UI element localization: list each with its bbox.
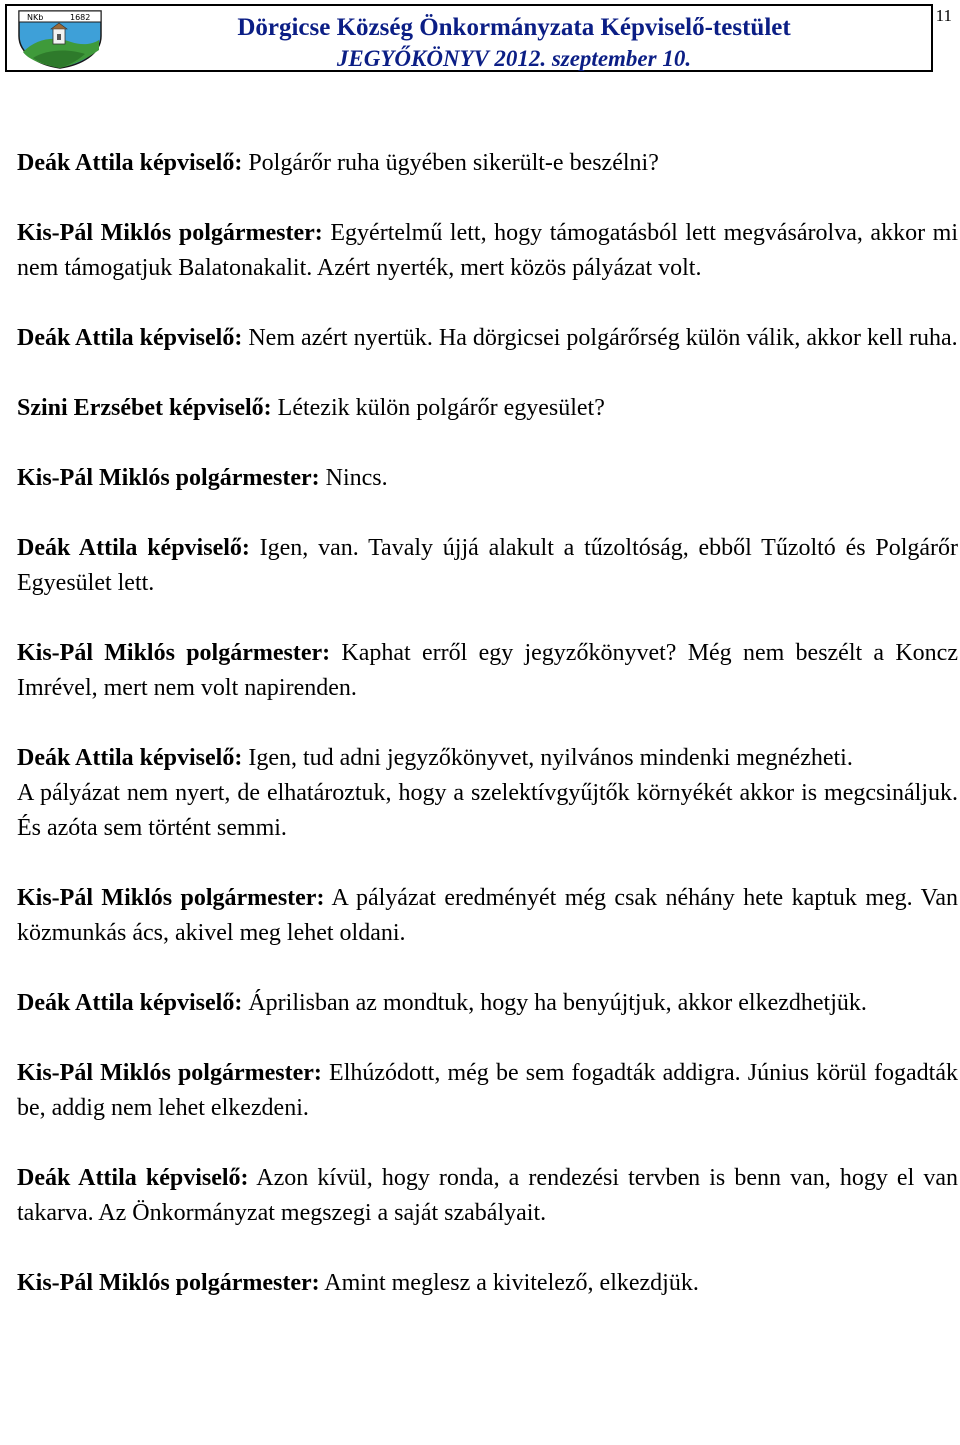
- statement-text: Kaphat erről egy jegyzőkönyvet? Még nem beszélt a Koncz Imrével, mert nem volt napirenden.: [17, 640, 958, 701]
- statement-text: Egyértelmű lett, hogy támogatásból lett megvásárolva, akkor mi nem támogatjuk Balatonakalit. Azért nyerték, mert közös pályázat volt.: [17, 220, 958, 281]
- municipal-coat-of-arms-logo: [15, 8, 105, 70]
- statement-text: Nem azért nyertük. Ha dörgicsei polgárőrség külön válik, akkor kell ruha.: [242, 325, 958, 351]
- speaker-label: Kis-Pál Miklós polgármester:: [17, 465, 320, 491]
- speaker-label: Kis-Pál Miklós polgármester:: [17, 640, 331, 666]
- minutes-paragraph: [17, 216, 958, 286]
- minutes-paragraph: [17, 321, 958, 356]
- minutes-paragraph: [17, 146, 958, 181]
- statement-text: Igen, tud adni jegyzőkönyvet, nyilvános mindenki megnézheti.: [242, 745, 853, 771]
- statement-text: Nincs.: [319, 465, 388, 491]
- minutes-paragraph: [17, 776, 958, 846]
- page-header: [5, 4, 933, 72]
- minutes-paragraph: [17, 1266, 958, 1301]
- speaker-label: Kis-Pál Miklós polgármester:: [17, 885, 325, 911]
- statement-text: Igen, van. Tavaly újjá alakult a tűzoltóság, ebből Tűzoltó és Polgárőr Egyesület lett.: [17, 535, 959, 596]
- speaker-label: Deák Attila képviselő:: [17, 990, 243, 1016]
- minutes-paragraph: [17, 881, 958, 951]
- statement-text: Amint meglesz a kivitelező, elkezdjük.: [319, 1270, 699, 1296]
- minutes-paragraph: [17, 391, 958, 426]
- minutes-paragraph: [17, 636, 958, 706]
- minutes-paragraph: [17, 1056, 958, 1126]
- page-number: 11: [935, 6, 952, 25]
- speaker-label: Deák Attila képviselő:: [17, 1165, 249, 1191]
- document-title: Dörgicse Község Önkormányzata Képviselő-testület: [237, 14, 791, 41]
- speaker-label: Deák Attila képviselő:: [17, 325, 243, 351]
- minutes-paragraph: [17, 461, 958, 496]
- minutes-paragraph: [17, 741, 958, 776]
- minutes-body: [17, 146, 958, 1301]
- speaker-label: Deák Attila képviselő:: [17, 150, 243, 176]
- speaker-label: Szini Erzsébet képviselő:: [17, 395, 272, 421]
- svg-text:NKb: NKb: [27, 13, 44, 22]
- statement-text: Létezik külön polgárőr egyesület?: [271, 395, 605, 421]
- statement-text: Áprilisban az mondtuk, hogy ha benyújtjuk, akkor elkezdhetjük.: [242, 990, 867, 1016]
- svg-text:1682: 1682: [70, 13, 91, 22]
- speaker-label: Deák Attila képviselő:: [17, 745, 243, 771]
- speaker-label: Kis-Pál Miklós polgármester:: [17, 1060, 322, 1086]
- statement-text: A pályázat eredményét még csak néhány hete kaptuk meg. Van közmunkás ács, akivel meg lehet oldani.: [17, 885, 958, 946]
- minutes-paragraph: [17, 531, 958, 601]
- document-subtitle: JEGYŐKÖNYV 2012. szeptember 10.: [336, 46, 692, 71]
- speaker-label: Kis-Pál Miklós polgármester:: [17, 220, 323, 246]
- statement-text: Elhúzódott, még be sem fogadták addigra. Június körül fogadták be, addig nem lehet elkezdeni.: [17, 1060, 958, 1121]
- minutes-paragraph: [17, 1161, 958, 1231]
- speaker-label: Kis-Pál Miklós polgármester:: [17, 1270, 320, 1296]
- speaker-label: Deák Attila képviselő:: [17, 535, 250, 561]
- minutes-paragraph: [17, 986, 958, 1021]
- statement-text: Polgárőr ruha ügyében sikerült-e beszélni?: [242, 150, 659, 176]
- statement-text: A pályázat nem nyert, de elhatároztuk, hogy a szelektívgyűjtők környékét akkor is megcsináljuk. És azóta sem történt semmi.: [17, 780, 958, 841]
- statement-text: Azon kívül, hogy ronda, a rendezési tervben is benn van, hogy el van takarva. Az Önkormányzat megszegi a saját szabályait.: [17, 1165, 958, 1226]
